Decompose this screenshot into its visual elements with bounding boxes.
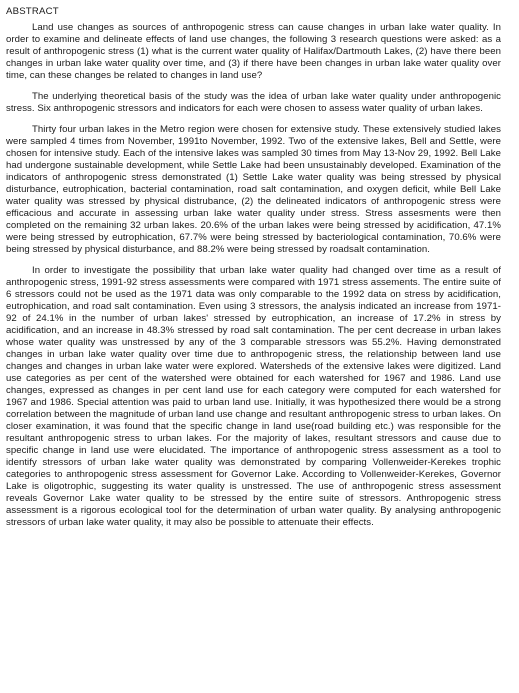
abstract-paragraph-3: Thirty four urban lakes in the Metro region were chosen for extensive study. These extensively studied lakes were sampled 4 times from November, 1991to November, 1992. Two of the extensive lakes, Bell and Settle, were chosen for intensive study. Each of the intensive lakes was sampled 30 times from May 13-Nov 29, 1992. Bell Lake had undergone sustainable development, while Settle Lake had been unsustainably developed. Examination of the indicators of anthropogenic stress demonstrated (1) Settle Lake water quality was being stressed by physical disturbance, eutrophication, bacterial contamination, road salt contamination, and oxygen deficit, while Bell Lake water quality was stressed by physical distrubance, (2) the delineated indicators of anthropogenic stress were efficacious and accurate in assessing urban lake water quality under stress. Stress assesments were then completed on the remaining 32 urban lakes. 20.6% of the urban lakes were being stressed by acidification, 47.1% were being stressed by eutrophication, 67.7% were being stressed by bacteriological contamination, 70.6% were being stressed by physical disturbance, and 88.2% were being stressed by roadsalt contamination. — [6, 124, 501, 255]
abstract-heading: ABSTRACT — [6, 6, 59, 17]
abstract-paragraph-2: The underlying theoretical basis of the study was the idea of urban lake water quality under anthropogenic stress. Six anthropogenic stressors and indicators for each were chosen to assess water quality of urban lakes. — [6, 91, 501, 114]
abstract-paragraph-1: Land use changes as sources of anthropogenic stress can cause changes in urban lake water quality. In order to examine and delineate effects of land use changes, the following 3 research questions were asked: as a result of anthropogenic stress (1) what is the current water quality of Halifax/Dartmouth Lakes, (2) have there been changes in urban lake water quality over time, and (3) if there have been changes in urban lake water quality over time, can these changes be related to changes in land use? — [6, 22, 501, 81]
abstract-paragraph-4: In order to investigate the possibility that urban lake water quality had changed over time as a result of anthropogenic stress, 1991-92 stress assessments were compared with 1971 stress assements. The entire suite of 6 stressors could not be used as the 1971 data was only comparable to the 1992 data on stress by acidification, eutrophication, and road salt contamination. Even using 3 stressors, the analysis indicated an increase from 1971-92 of 24.1% in the number of urban lakes' stressed by eutrophication, an increase of 17.2% in stress by acidification, and an increase in 48.3% stressed by road salt contamination. The per cent decrease in urban lakes whose water quality was unstressed by any of the 3 comparable stressors was 55.2%. Having demonstrated changes in urban lake water quality over time due to anthropogenic stress, the relationship between land use changes and changes in urban lake water were explored. Watersheds of the extensive lakes were digitized. Land use categories as per cent of the watershed were obtained for each watershed for 1967 and 1986. Land use changes, expressed as changes in per cent land use for each category were computed for each watershed for 1967 and 1986. Special attention was paid to urban land use. Initially, it was hypothesized there would be a strong correlation between the magnitude of urban land use change and resultant anthropogenic stress to urban lakes. On closer examination, it was found that the specific change in land use(road building etc.) was responsible for the resultant anthropogenic stress to urban lakes. For the majority of lakes, resultant stressors and cause due to specific change in land use were elucidated. The importance of anthropogenic stress assessment as a tool to identify stressors of urban lake water quality was demonstrated by comparing Vollenweider-Kerekes trophic categories to anthropogenic stress assessment for Governor Lake. According to Vollenweider-Kerekes, Governor Lake is oligotrophic, suggesting its water quality is unstressed. The use of anthropogenic stress assessment reveals Governor Lake water quality to be stressed by the entire suite of stressors. Anthropogenic stress assessment is a rigorous ecological tool for the determination of urban water quality. By analysing anthropogenic stressors of urban lake water quality, it may also be possible to attenuate their effects. — [6, 265, 501, 528]
